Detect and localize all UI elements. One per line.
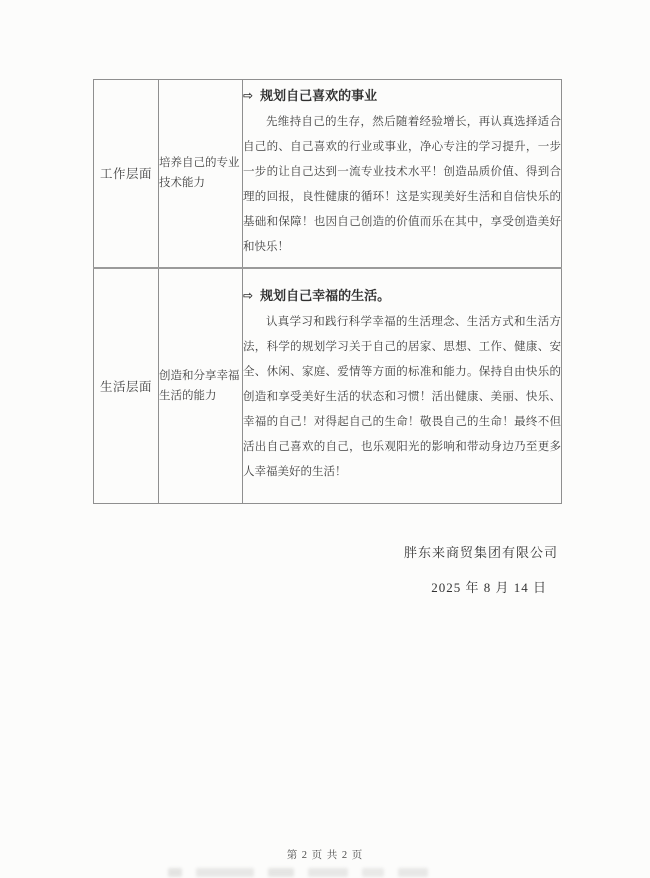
row-heading [243, 86, 561, 106]
row-heading-text: 规划自己幸福的生活。 [260, 288, 391, 304]
table-row [94, 268, 562, 504]
content-cell [243, 268, 562, 504]
row-body-text: 认真学习和践行科学幸福的生活理念、生活方式和生活方法，科学的规划学习关于自己的居家、思想、工作、健康、安全、休闲、家庭、爱情等方面的标准和能力。保持自由快乐的创造和享受美好生活的状态和习惯！活出健康、美丽、快乐、幸福的自己！对得起自己的生命！敬畏自己的生命！最终不但活出自己喜欢的自己，也乐观阳光的影响和带动身边乃至更多人幸福美好的生活！ [243, 316, 561, 479]
ability-cell: 培养自己的专业技术能力 [159, 80, 243, 268]
category-cell: 工作层面 [94, 80, 159, 268]
signature-date: 2025 年 8 月 14 日 [431, 580, 547, 595]
ability-cell: 创造和分享幸福生活的能力 [159, 268, 243, 504]
company-name: 胖东来商贸集团有限公司 [403, 545, 558, 560]
arrow-bullet-icon: ⇨ [243, 88, 254, 103]
arrow-bullet-icon: ⇨ [243, 288, 254, 303]
row-heading [243, 286, 561, 306]
page-number-footer: 第 2 页 共 2 页 [286, 850, 364, 861]
row-body-text: 先维持自己的生存，然后随着经验增长，再认真选择适合自己的、自己喜欢的行业或事业，净心专注的学习提升，一步一步的让自己达到一流专业技术水平！创造品质价值、得到合理的回报，良性健康的循环！这是实现美好生活和自信快乐的基础和保障！也因自己创造的价值而乐在其中，享受创造美好和快乐！ [243, 116, 561, 254]
row-heading-text: 规划自己喜欢的事业 [260, 88, 378, 104]
content-cell [243, 80, 562, 268]
faint-watermark [168, 868, 436, 878]
category-cell: 生活层面 [94, 268, 159, 504]
work-life-table [93, 79, 562, 504]
table-row [94, 80, 562, 268]
